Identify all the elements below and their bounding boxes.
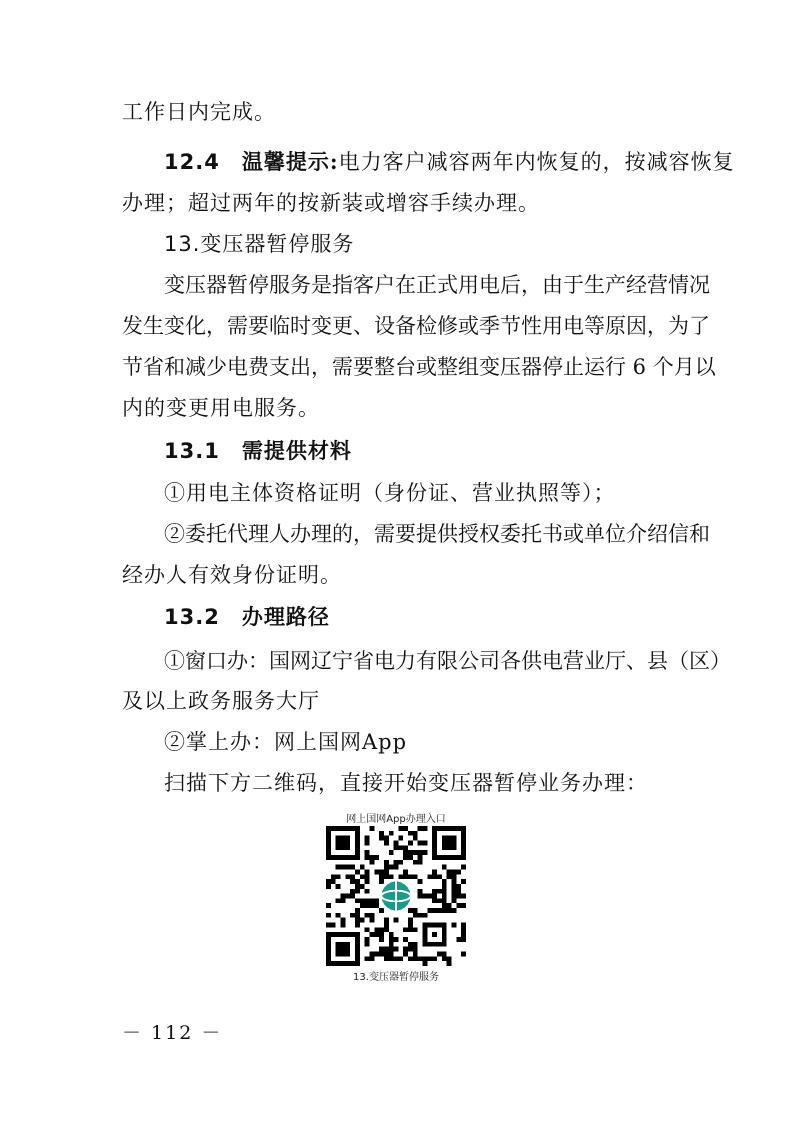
section-13-2 — [164, 602, 330, 632]
qr-caption: 13.变压器暂停服务 — [353, 972, 439, 983]
qr-block — [318, 810, 474, 982]
tip-text: 电力客户减容两年内恢复的，按减容恢复 — [338, 150, 735, 174]
section-13-title: 13.变压器暂停服务 — [164, 232, 355, 256]
text-line: 工作日内完成。 — [122, 100, 276, 124]
section-number: 12.4 — [164, 150, 220, 174]
qr-code-icon[interactable] — [326, 826, 466, 966]
qr-title: 网上国网App办理入口 — [346, 814, 446, 825]
scan-instruction: 扫描下方二维码，直接开始变压器暂停业务办理： — [164, 771, 648, 795]
section-12-4 — [164, 147, 735, 177]
section-13-1 — [164, 436, 352, 466]
material-item: ②委托代理人办理的，需要提供授权委托书或单位介绍信和 — [164, 522, 710, 546]
material-item: ①用电主体资格证明（身份证、营业执照等）； — [164, 481, 616, 505]
text-line: 办理；超过两年的按新装或增容手续办理。 — [122, 191, 540, 215]
section-label: 办理路径 — [241, 604, 330, 629]
paragraph-line: 变压器暂停服务是指客户在正式用电后，由于生产经营情况 — [164, 273, 710, 297]
paragraph-line: 发生变化，需要临时变更、设备检修或季节性用电等原因，为了 — [122, 314, 710, 338]
material-item-cont: 经办人有效身份证明。 — [122, 563, 342, 587]
section-label: 需提供材料 — [241, 438, 352, 463]
tip-label: 温馨提示: — [241, 149, 339, 174]
section-number: 13.1 — [164, 439, 220, 463]
route-item: ①窗口办：国网辽宁省电力有限公司各供电营业厅、县（区） — [164, 649, 731, 673]
paragraph-line: 内的变更用电服务。 — [122, 396, 320, 420]
paragraph-line: 节省和减少电费支出，需要整台或整组变压器停止运行 6 个月以 — [122, 355, 716, 379]
page-number: － 112 － — [122, 1022, 223, 1044]
section-number: 13.2 — [164, 605, 220, 629]
route-item: ②掌上办：网上国网App — [164, 730, 408, 754]
route-item-cont: 及以上政务服务大厅 — [122, 689, 320, 713]
